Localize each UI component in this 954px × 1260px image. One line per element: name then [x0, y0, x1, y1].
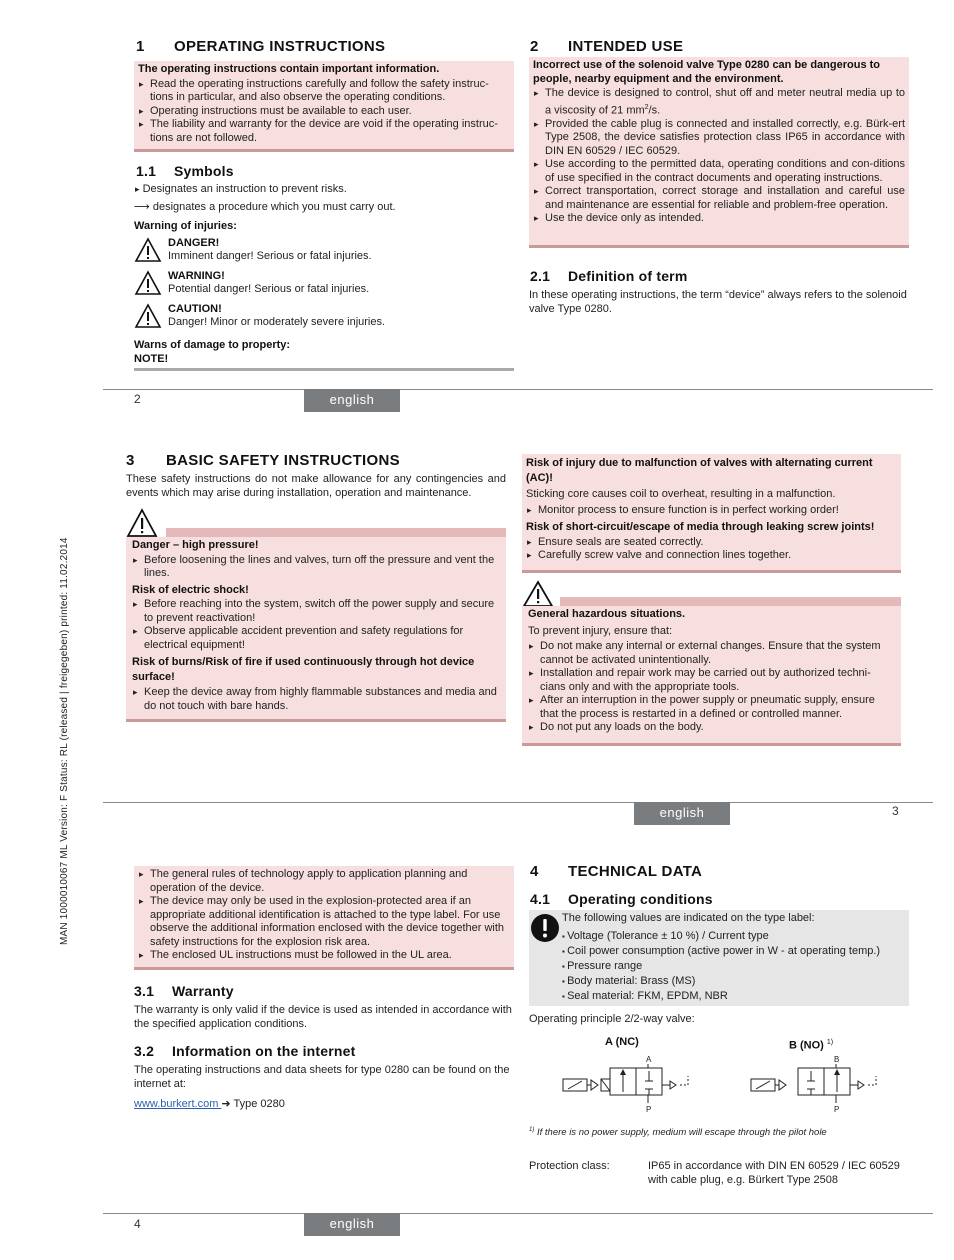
safety-intro-text: These safety instructions do not make allowance for any contingencies and events which may arise during installation, operation and maintenance. — [126, 473, 506, 499]
arrow-right-icon: ➜ — [221, 1098, 231, 1110]
safety-continued-box — [134, 866, 514, 970]
protection-class-value: IP65 in accordance with DIN EN 60529 / IEC 60529 with cable plug, e.g. Bürkert Type 2508 — [648, 1160, 900, 1186]
section-title: Operating conditions — [568, 891, 713, 907]
warranty-text: The warranty is only valid if the device is used as intended in accordance with the specified application conditions. — [134, 1004, 512, 1030]
warning-bar — [166, 528, 506, 537]
page-rule — [103, 1213, 933, 1214]
list-item: ▸ Correct transportation, correct storage and installation and careful use and maintenance are essential for reliable and problem-free operation. — [533, 185, 905, 212]
section-1-1-heading — [136, 163, 234, 179]
hazard-text: Sticking core causes coil to overheat, resulting in a malfunction. — [526, 488, 836, 500]
section-title: Symbols — [174, 163, 234, 179]
warning-triangle-icon — [522, 580, 554, 608]
warning-bar — [560, 597, 901, 606]
burkert-website-link[interactable]: www.burkert.com — [134, 1098, 222, 1110]
danger-title: DANGER! — [168, 236, 220, 249]
list-item: ▸ The general rules of technology apply to application planning and operation of the device. — [138, 868, 510, 895]
definition-text: In these operating instructions, the term “device” always refers to the solenoid valve Type 0280. — [529, 289, 907, 315]
section-number: 1 — [136, 38, 145, 55]
box-heading: The operating instructions contain important information. — [138, 63, 440, 75]
list-item: ▸ The liability and warranty for the device are void if the operating instruc-tions are not followed. — [138, 118, 510, 145]
list-item: ▸ Do not make any internal or external changes. Ensure that the system cannot be activated unintentionally. — [528, 640, 895, 667]
warning-triangle-icon — [126, 508, 158, 538]
instruction-symbol-line — [134, 183, 514, 197]
footnote-marker: 1) — [826, 1039, 834, 1046]
list-item: ▸ Ensure seals are seated correctly. — [526, 536, 897, 550]
warning-title: WARNING! — [168, 269, 225, 282]
list-item: ▸ Read the operating instructions carefully and follow the safety instruc-tions in particular, and also observe the operating conditions. — [138, 78, 510, 105]
section-number: 2.1 — [530, 268, 551, 284]
no-valve-symbol — [748, 1052, 883, 1114]
warning-row — [134, 270, 514, 297]
caution-description: Danger! Minor or moderately severe injuries. — [168, 316, 386, 328]
hazard-heading: Risk of injury due to malfunction of valves with alternating current (AC)! — [526, 457, 873, 484]
section-2-1-heading — [530, 268, 687, 284]
operating-principle-label: Operating principle 2/2-way valve: — [529, 1013, 695, 1025]
section-title: OPERATING INSTRUCTIONS — [174, 38, 386, 55]
section-4-1-heading — [530, 891, 713, 907]
document-status-sidebar: MAN 1000010067 ML Version: F Status: RL (released | freigegeben) printed: 11.02.2014 — [59, 537, 70, 945]
footnote-text: If there is no power supply, medium will escape through the pilot hole — [536, 1127, 827, 1139]
list-item — [533, 87, 905, 118]
danger-row — [134, 237, 514, 264]
language-tab: english — [634, 802, 730, 825]
list-item: ▸ After an interruption in the power supply or pneumatic supply, ensure that the process is restarted in a defined or controlled manner. — [528, 694, 895, 721]
list-item: ▪ Coil power consumption (active power in W - at operating temp.) — [562, 944, 880, 959]
list-item: ▪ Pressure range — [562, 959, 880, 974]
port-b-label: B — [834, 1055, 840, 1064]
section-1-heading — [136, 38, 385, 55]
list-item: ▸ Carefully screw valve and connection lines together. — [526, 549, 897, 563]
list-item: ▸ Operating instructions must be available to each user. — [138, 105, 510, 119]
list-item: ▸ Keep the device away from highly flammable substances and media and do not touch with bare hands. — [132, 686, 500, 713]
warning-triangle-icon — [134, 237, 162, 263]
page-number: 4 — [134, 1217, 141, 1231]
website-line — [134, 1098, 285, 1112]
bullet-icon: ▸ — [135, 184, 140, 194]
section-3-1-heading — [134, 983, 234, 999]
safety-right-box-1 — [522, 454, 901, 573]
symbol-description: Designates an instruction to prevent risks. — [142, 183, 347, 195]
warning-description: Potential danger! Serious or fatal injuries. — [168, 283, 370, 295]
list-item: ▸ Provided the cable plug is connected and installed correctly, e.g. Bürk-ert Type 2508, the device satisfies protection class IP65 in accordance with DIN EN 60529 / IEC 60529. — [533, 118, 905, 159]
section-number: 3.1 — [134, 983, 155, 999]
box-heading: Incorrect use of the solenoid valve Type 0280 can be dangerous to people, nearby equipment and the environment. — [533, 59, 881, 85]
language-tab: english — [304, 389, 400, 412]
hazard-heading: Danger – high pressure! — [132, 539, 259, 551]
list-item: ▪ Seal material: FKM, EPDM, NBR — [562, 989, 880, 1004]
section-divider — [134, 368, 514, 371]
section-number: 2 — [530, 38, 539, 55]
hazard-heading: Risk of burns/Risk of fire if used continuously through hot device surface! — [132, 656, 475, 683]
section-2-heading — [530, 38, 683, 55]
type-label-intro: The following values are indicated on the type label: — [562, 912, 815, 924]
operating-instructions-box — [134, 61, 514, 152]
section-title: INTENDED USE — [568, 38, 684, 55]
list-item: ▸ Installation and repair work may be carried out by authorized techni-cians only and with the appropriate tools. — [528, 667, 895, 694]
footnote — [529, 1127, 827, 1138]
list-item: ▸ Before reaching into the system, switch off the power supply and secure to prevent reactivation! — [132, 598, 500, 625]
no-valve-label-text: B (NO) — [789, 1039, 824, 1052]
section-title: Warranty — [172, 983, 234, 999]
warning-of-injuries-label: Warning of injuries: — [134, 220, 237, 232]
section-title: BASIC SAFETY INSTRUCTIONS — [166, 452, 400, 469]
section-title: TECHNICAL DATA — [568, 863, 703, 880]
hazard-heading: General hazardous situations. — [528, 608, 686, 620]
type-label-info-box — [529, 910, 909, 1006]
list-item: ▸ Do not put any loads on the body. — [528, 721, 895, 735]
symbols-block — [134, 183, 514, 367]
port-a-label: A — [646, 1055, 652, 1064]
intended-use-box — [529, 57, 909, 248]
internet-text: The operating instructions and data sheets for type 0280 can be found on the internet at: — [134, 1064, 510, 1090]
safety-left-box — [126, 537, 506, 722]
list-item-text: /s. — [648, 104, 661, 117]
note-label: NOTE! — [134, 353, 169, 365]
section-title: Information on the internet — [172, 1043, 356, 1059]
hazard-heading: Risk of electric shock! — [132, 583, 249, 596]
nc-valve-symbol — [560, 1052, 695, 1114]
type-reference: Type 0280 — [233, 1098, 285, 1110]
section-number: 4.1 — [530, 891, 551, 907]
warning-triangle-icon — [134, 270, 162, 296]
port-p-label: P — [834, 1105, 840, 1114]
list-item: ▸ Use the device only as intended. — [533, 212, 905, 226]
danger-description: Imminent danger! Serious or fatal injuries. — [168, 250, 372, 262]
language-tab: english — [304, 1213, 400, 1236]
section-number: 4 — [530, 863, 539, 880]
page-number: 3 — [892, 804, 899, 818]
symbol-description: designates a procedure which you must carry out. — [152, 200, 396, 213]
list-item: ▸ Monitor process to ensure function is in perfect working order! — [526, 504, 897, 518]
list-item: ▸ Before loosening the lines and valves, turn off the pressure and vent the lines. — [132, 554, 500, 581]
section-number: 1.1 — [136, 163, 157, 179]
hazard-heading: Risk of short-circuit/escape of media through leaking screw joints! — [526, 521, 875, 533]
arrow-right-icon: ⟶ — [134, 200, 150, 213]
section-3-2-heading — [134, 1043, 356, 1059]
list-item: ▸ The enclosed UL instructions must be followed in the UL area. — [138, 949, 510, 963]
warning-triangle-icon — [134, 303, 162, 329]
page-rule — [103, 802, 933, 803]
section-number: 3.2 — [134, 1043, 155, 1059]
protection-class-label: Protection class: — [529, 1160, 610, 1172]
port-p-label: P — [646, 1105, 652, 1114]
list-item: ▸ Observe applicable accident prevention and safety regulations for electrical equipment! — [132, 625, 500, 652]
warns-property-label: Warns of damage to property: — [134, 338, 291, 351]
list-item: ▸ The device may only be used in the explosion-protected area if an appropriate additional identification is attached to the type label. For use observe the additional information enclosed with the device together with safety instructions for the explosion risk area. — [138, 895, 510, 949]
procedure-symbol-line — [134, 201, 514, 215]
footnote-marker: 1) — [529, 1127, 535, 1133]
hazard-text: To prevent injury, ensure that: — [528, 624, 673, 637]
nc-valve-label: A (NC) — [605, 1036, 639, 1048]
superscript: 2 — [644, 103, 649, 111]
section-title: Definition of term — [568, 268, 688, 284]
list-item: ▪ Voltage (Tolerance ± 10 %) / Current type — [562, 929, 880, 944]
list-item: ▸ Use according to the permitted data, operating conditions and con-ditions of use specified in the contract documents and operating instructions. — [533, 158, 905, 185]
no-valve-label — [789, 1036, 833, 1053]
page-number: 2 — [134, 392, 141, 406]
caution-title: CAUTION! — [168, 302, 222, 315]
safety-right-box-2 — [522, 606, 901, 746]
section-3-heading — [126, 452, 400, 469]
list-item: ▪ Body material: Brass (MS) — [562, 974, 880, 989]
page-rule — [103, 389, 933, 390]
section-number: 3 — [126, 452, 135, 469]
caution-row — [134, 303, 514, 330]
section-4-heading — [530, 863, 702, 880]
list-item-text: The device is designed to control, shut off and meter neutral media up to a viscosity of 21 mm — [545, 87, 905, 117]
exclamation-circle-icon — [530, 913, 560, 943]
